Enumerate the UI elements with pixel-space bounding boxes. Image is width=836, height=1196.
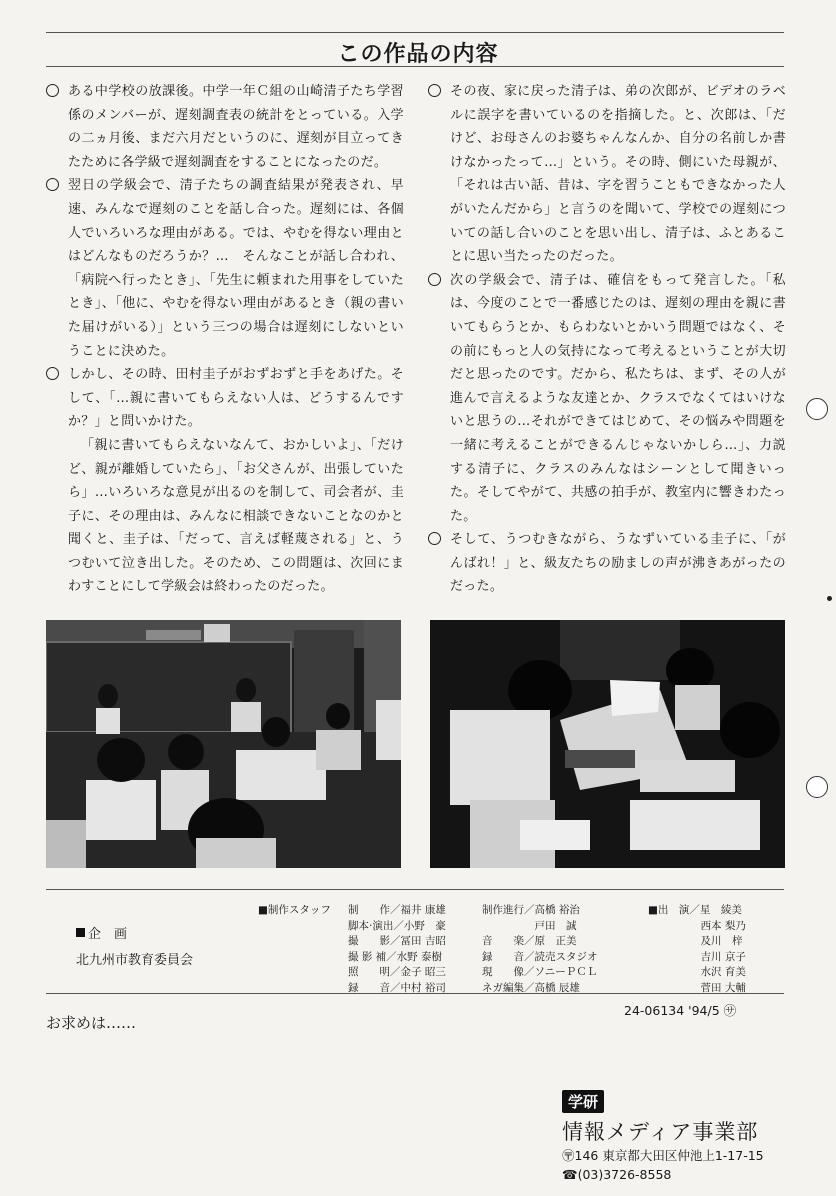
staff-heading: ■制作スタッフ [258,904,331,916]
summary-right-column [428,80,786,599]
circle-bullet-icon [46,84,59,97]
publisher-phone: ☎(03)3726-8558 [562,1167,672,1182]
planning-credit [76,922,193,974]
summary-paragraph-3: しかし、その時、田村圭子がおずおずと手をあげた。そして、「…親に書いてもらえない人は、どうするんですか？」と問いかけた。 [46,363,404,434]
credits-bottom-rule [46,993,784,994]
title-underline [46,66,784,67]
publisher-address: 〶146 東京都大田区仲池上1-17-15 [562,1148,764,1163]
students-discussion-image [430,620,785,868]
planning-organization: 北九州市教育委員会 [76,953,194,968]
top-rule [46,32,784,33]
summary-paragraph-5: その夜、家に戻った清子は、弟の次郎が、ビデオのラベルに誤字を書いているのを指摘した。と、次郎は、「だけど、お母さんのお婆ちゃんなんか、自分の名前しか書けなかったって…」という。その時、側にいた母親が、「それは古い話、昔は、字を習うこともできなかった人がいたんだから」と言うのを聞いて、学校での遅刻についての話し合いのことを思い出し、清子は、ふとあることに思い当たったのだった。 [428,80,786,269]
binder-hole-icon [806,398,828,420]
catalog-number: 24-06134 '94/5 ㋚ [624,1003,737,1018]
classroom-scene-image [46,620,401,868]
summary-paragraph-7: そして、うつむきながら、うなずいている圭子に、「がんばれ！」と、級友たちの励ましの声が沸きあがったのだった。 [428,528,786,599]
summary-paragraph-6: 次の学級会で、清子は、確信をもって発言した。「私は、今度のことで一番感じたのは、遅刻の理由を親に書いてもらうとか、もらわないとかいう問題ではなく、その前にもっと人の気持になって考えるということが大切だと思ったのです。だから、私たちは、まず、その人が進んで言えるような友達とか、クラスでなくてはいけないと思うの…それができてはじめて、その悩みや問題を一緒に考えることができるんじゃないかしら…」、力説する清子に、クラスのみんなはシーンとして聞きいった。そしてやがて、共感の拍手が、教室内に響きわたった。 [428,269,786,529]
credits-top-rule [46,889,784,890]
cast-credits: ■出 演／星 綾美 西本 梨乃 及川 梓 吉川 京子 水沢 育美 菅田 大輔 [648,904,746,994]
discussion-photo [430,620,785,868]
order-inquiry: お求めは…… [46,1014,137,1032]
binder-hole-icon [806,776,828,798]
summary-left-column [46,80,404,599]
classroom-photo [46,620,401,868]
margin-dot [827,596,832,601]
summary-paragraph-2: 翌日の学級会で、清子たちの調査結果が発表され、早速、みんなで遅刻のことを話し合った。遅刻には、各個人でいろいろな理由がある。では、やむを得ない理由とはどんなものだろうか？… そんなことが話し合われ、「病院へ行ったとき」、「先生に頼まれた用事をしていたとき」、「他に、やむを得ない理由があるとき（親の書いた届けがいる）」という三つの場合は遅刻にしないということに決めた。 [46,174,404,363]
publisher-block [562,1090,764,1184]
planning-label: 企 画 [76,922,193,948]
circle-bullet-icon [428,84,441,97]
summary-paragraph-4: 「親に書いてもらえないなんて、おかしいよ」、「だけど、親が離婚していたら」、「お父さんが、出張していたら」…いろいろな意見が出るのを制して、司会者が、圭子に、その理由は、みんなに相談できないことなのかと聞くと、圭子は、「だって、言えば軽蔑される」と、うつむいて泣き出した。そのため、この問題は、次回にまわすことにして学級会は終わったのだった。 [68,437,404,595]
publisher-name: 情報メディア事業部 [562,1120,759,1144]
circle-bullet-icon [46,367,59,380]
square-bullet-icon [76,928,85,937]
staff-credits-col-1: 制 作／福井 康雄 脚本·演出／小野 豪 撮 影／冨田 吉昭 撮 影 補／水野 泰樹 照 明／金子 昭三 録 音／中村 裕司 [348,904,446,994]
gakken-logo: 学研 [562,1090,604,1113]
page-title: この作品の内容 [337,42,499,67]
staff-credits-col-2: 制作進行／高橋 裕治 戸田 誠 音 楽／原 正美 録 音／読売スタジオ 現 像／ソニーＰＣＬ ネガ編集／高橋 辰雄 [482,904,598,994]
circle-bullet-icon [428,532,441,545]
summary-paragraph-1: ある中学校の放課後。中学一年Ｃ組の山崎清子たち学習係のメンバーが、遅刻調査表の統計をとっている。入学の二ヵ月後、まだ六月だというのに、遅刻が目立ってきたために各学級で遅刻調査をすることになったのだ。 [46,80,404,174]
circle-bullet-icon [46,178,59,191]
circle-bullet-icon [428,273,441,286]
